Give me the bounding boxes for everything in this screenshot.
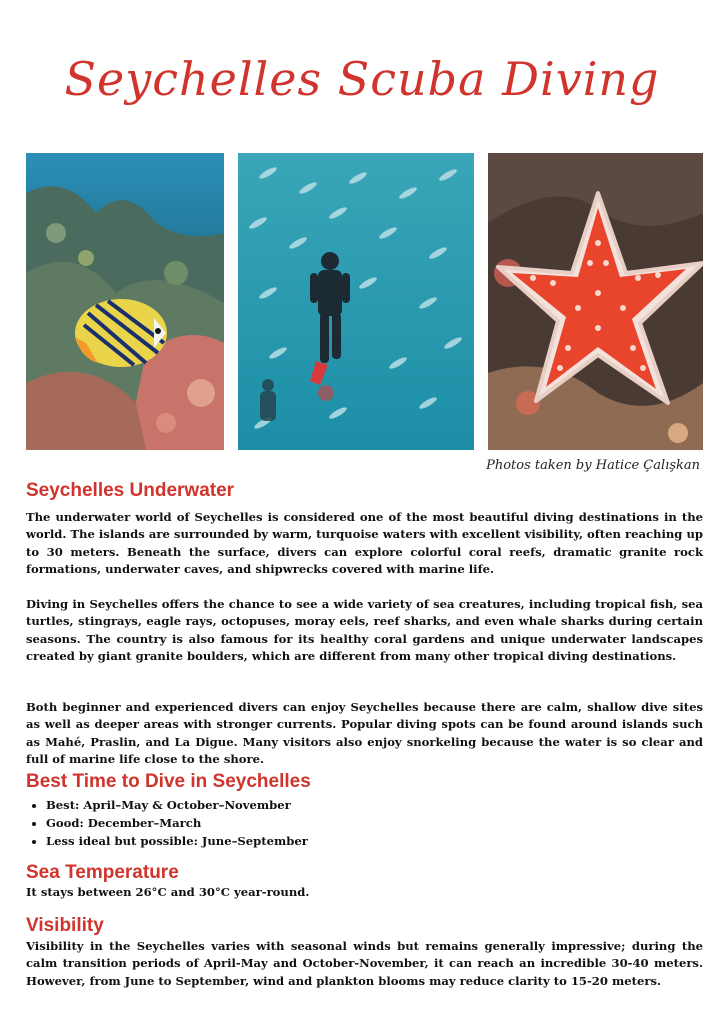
list-item: • Good: December–March [46, 815, 308, 833]
starfish-photo [488, 153, 703, 450]
angelfish-photo [26, 153, 224, 450]
heading-best-time: Best Time to Dive in Seychelles [26, 771, 311, 792]
heading-visibility: Visibility [26, 915, 104, 936]
paragraph-underwater-3: Both beginner and experienced divers can enjoy Seychelles because there are calm, shallow dive sites as well as deeper areas with stronger currents. Popular diving spots can be found around islands such as Mahé, Praslin, and La Digue. Many visitors also enjoy snorkeling because the water is so clear and full of marine life close to the shore. [26, 700, 703, 767]
photo-credit: Photos taken by Hatice Çalışkan [486, 458, 700, 473]
visibility-text: Visibility in the Seychelles varies with seasonal winds but remains generally impressive; during the calm transition periods of April-May and October-November, it can reach an incredible 30-40 meters. However, from June to September, wind and plankton blooms may reduce clarity to 15-20 meters. [26, 939, 703, 988]
page-title: Seychelles Scuba Diving [64, 52, 660, 106]
paragraph-underwater-1: The underwater world of Seychelles is considered one of the most beautiful diving destinations in the world. The islands are surrounded by warm, turquoise waters with excellent visibility, often reaching up to 30 meters. Beneath the surface, divers can explore colorful coral reefs, dramatic granite rock formations, underwater caves, and shipwrecks covered with marine life. [26, 510, 703, 577]
temperature-text: It stays between 26°C and 30°C year-round. [26, 885, 310, 899]
list-item: • Less ideal but possible: June–September [46, 833, 308, 851]
heading-underwater: Seychelles Underwater [26, 480, 235, 501]
diver-photo [238, 153, 474, 450]
heading-sea-temperature: Sea Temperature [26, 862, 179, 883]
paragraph-underwater-2: Diving in Seychelles offers the chance to see a wide variety of sea creatures, including tropical fish, sea turtles, stingrays, eagle rays, octopuses, moray eels, reef sharks, and even whale sharks during certain seasons. The country is also famous for its healthy coral gardens and unique underwater landscapes created by giant granite boulders, which are different from many other tropical diving destinations. [26, 597, 703, 664]
list-item: • Best: April–May & October–November [46, 797, 308, 815]
best-time-list [26, 797, 308, 850]
